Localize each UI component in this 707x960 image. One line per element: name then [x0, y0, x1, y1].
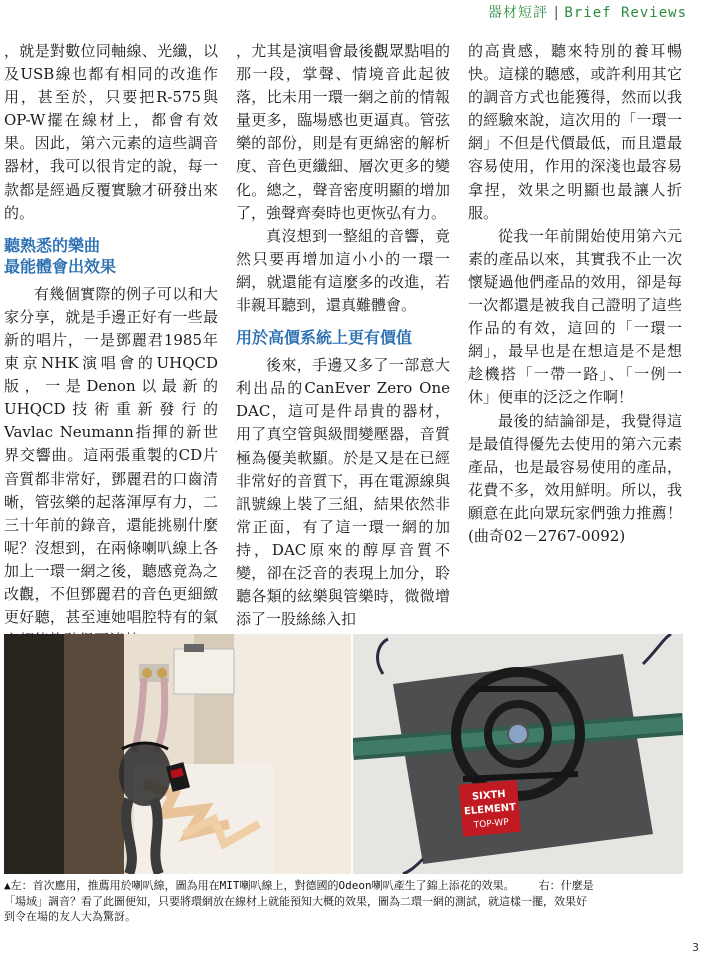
tag-text: TOP-WP	[473, 817, 510, 831]
subheading: 用於高價系統上更有價值	[236, 328, 413, 348]
caption-line	[4, 878, 694, 894]
paragraph: 有幾個實際的例子可以和大家分享，就是手邊正好有一些最新的唱片，一是鄧麗君1985年東京NHK演唱會的UHQCD版，一是Denon以最新的UHQCD技術重新發行的Vavlac Neumann指揮的新世界交響曲。這兩張重製的CD片音質都非常好，鄧麗君的口齒清晰，管弦樂的起落渾厚有力，二三十年前的錄音，還能挑剔什麼呢？沒想到，在兩條喇叭線上各加上一環一網之後，聽感竟為之改觀，不但鄧麗君的音色更細緻更好聽，甚至連她唱腔特有的氣	[4, 284, 218, 627]
paragraph: ，就是對數位同軸線、光纖，以及USB線也都有相同的改進作用，甚至於，只要把R-575與OP-W擺在線材上，都會有效果。因此，第六元素的這些調音器材，我可以很肯定的說，每一款都是經過反覆實驗才研發出來的。	[4, 42, 218, 222]
section-title-en: Brief Reviews	[564, 5, 687, 21]
caption-left: ▲左：首次應用，推薦用於喇叭線，圖為用在MIT喇叭線上，對德國的Odeon喇叭產生了錦上添花的效果。	[4, 879, 515, 892]
paragraph: 的高貴感，聽來特別的養耳暢快。這樣的聽感，或許利用其它的調音方式也能獲得，然而以我的經驗來說，這次用的「一環一網」不但是代價最低，而且還最容易使用，作用的深淺也最容易拿捏，效果之明顯也最讓人折服。	[468, 42, 682, 222]
subheading-line: 聽熟悉的樂曲	[4, 235, 101, 255]
ring-net-illustration	[353, 634, 683, 874]
paragraph: 從我一年前開始使用第六元素的產品以來，其實我不止一次懷疑過他們產品的效用，卻是每一次都還是被我自己證明了這些作品的有效，這回的「一環一網」，最早也是在想這是不是想趁機搭「一帶一路」、「一例一休」便車的泛泛之作啊！	[468, 226, 682, 407]
page-number: 3	[692, 941, 699, 954]
paragraph: 真沒想到一整組的音響，竟然只要再增加這小小的一環一網，就還能有這麼多的改進，若非親耳聽到，還真難體會。	[236, 226, 450, 315]
tag-text: ELEMENT	[463, 802, 517, 818]
subheading	[4, 235, 218, 277]
tag-text: SIXTH	[471, 788, 507, 803]
article-column-1	[4, 40, 218, 652]
photo-strip	[4, 634, 683, 874]
paragraph: ，尤其是演唱會最後觀眾點唱的那一段，掌聲、情境音此起彼落，比未用一環一網之前的情報量更多，臨場感也更逼真。管弦樂的部份，則是有更綿密的解析度、音色更纖細、層次更多的變化。總之，聲音密度明顯的增加了，強聲齊奏時也更恢弘有力。	[236, 42, 450, 222]
paragraph: 後來，手邊又多了一部意大利出品的CanEver Zero One DAC，這可是件昂貴的器材，用了真空管與級間變壓器，音質極為優美軟顯。於是又是在已經非常好的音質下，再在電源線與訊號線上裝了三組，結果依然非常正面，有了這一環一網的加持，DAC原來的醇厚音質不變，卻在泛音的表現上加分，聆聽各類的絃樂與管樂時，微微增添了一股絲絲入扣	[236, 356, 450, 629]
photo-ring-net	[353, 634, 683, 874]
article-column-3	[468, 40, 682, 548]
paragraph: 最後的結論卻是，我覺得這是最值得優先去使用的第六元素產品，也是最容易使用的產品，花費不多，效用鮮明。所以，我願意在此向眾玩家們強力推薦！(曲奇02－2767-0092)	[468, 411, 682, 545]
caption-line: 「場域」調音？看了此圖便知，只要將環網放在線材上就能預知大概的效果，圖為二環一網的測試，就這樣一擺，效果好	[4, 894, 587, 908]
caption-right-label: 右：什麼是	[538, 879, 594, 892]
section-title-zh: 器材短評	[487, 5, 548, 21]
subheading-line: 最能體會出效果	[4, 256, 117, 276]
section-header	[488, 2, 687, 22]
photo-caption	[4, 878, 694, 925]
speaker-cable-illustration	[4, 634, 351, 874]
photo-speaker-cable	[4, 634, 351, 874]
caption-line: 到令在場的友人大為驚訝。	[4, 910, 136, 923]
article-column-2	[236, 40, 450, 631]
header-separator: |	[551, 5, 561, 21]
